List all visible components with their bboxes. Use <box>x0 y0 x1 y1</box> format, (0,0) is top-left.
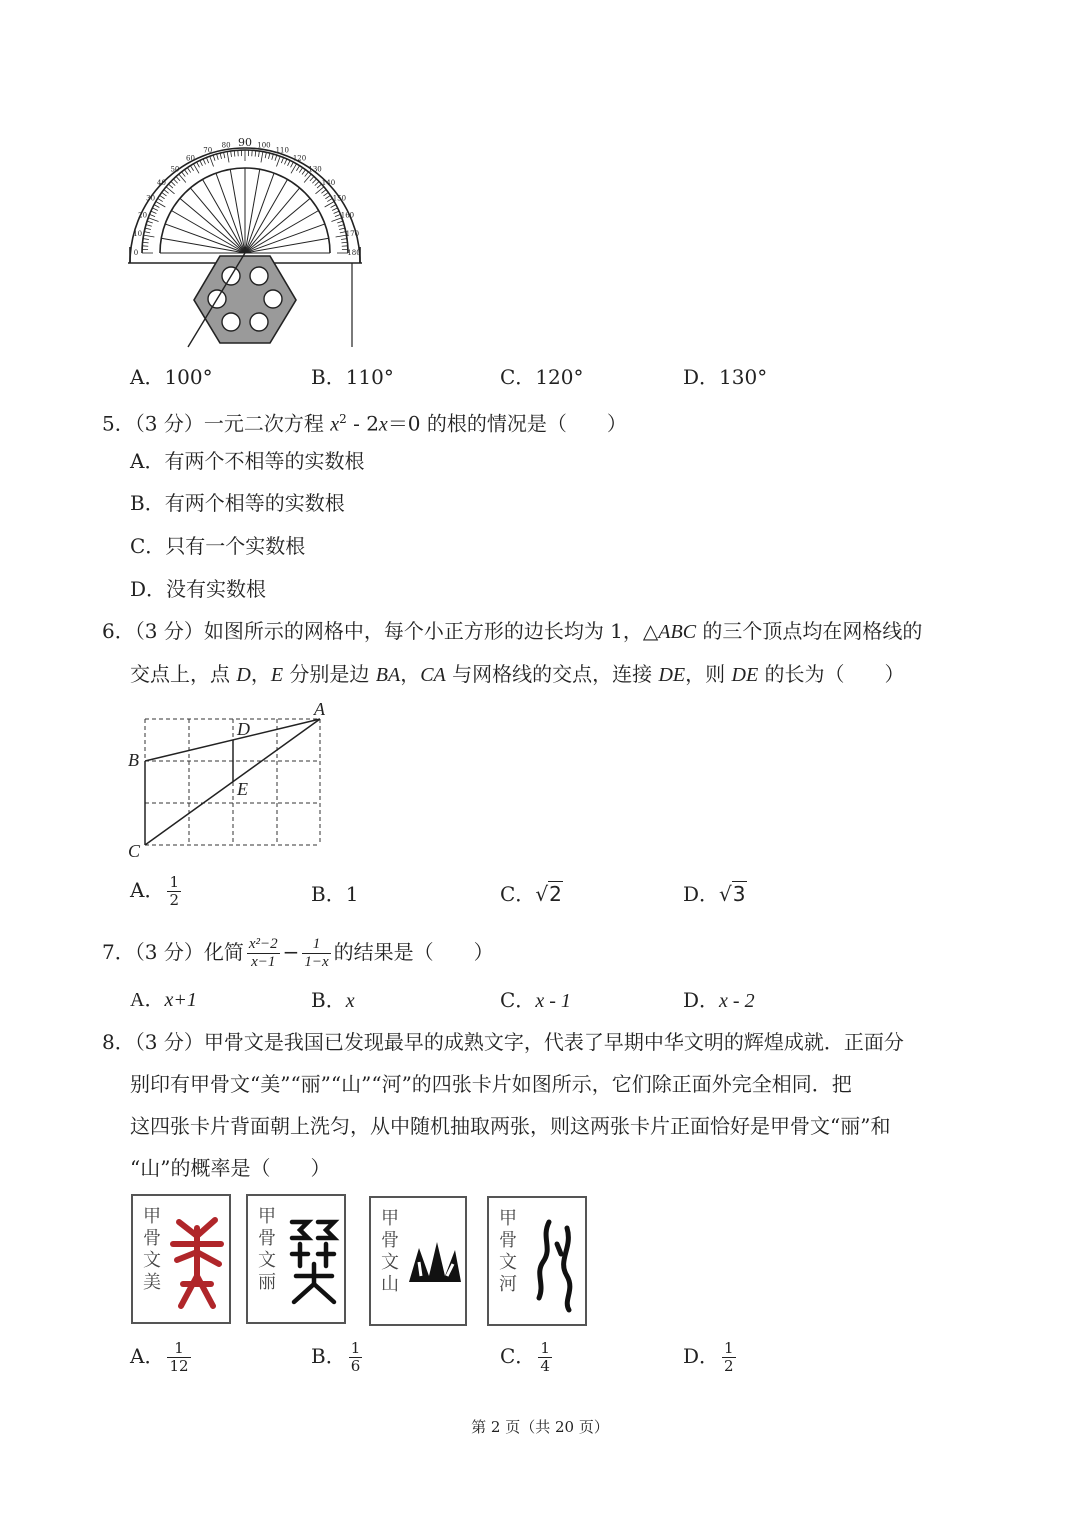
protractor-tick <box>164 190 169 194</box>
vertex-label-c: C <box>128 841 141 861</box>
page-footer: 第 2 页（共 20 页） <box>471 1418 609 1436</box>
card-label: 甲骨文美 <box>143 1206 161 1293</box>
protractor-tick <box>148 218 158 222</box>
protractor-tick <box>220 153 221 159</box>
protractor-tick <box>158 198 163 201</box>
protractor-tick <box>152 208 157 211</box>
protractor-tick <box>224 152 225 158</box>
protractor-tick <box>291 162 294 167</box>
q8-option-d[interactable]: D． $\frac{1}{2}$ <box>683 1339 734 1375</box>
protractor-number: 130 <box>308 165 322 174</box>
q5-option-b[interactable]: B．有两个相等的实数根 <box>130 491 345 515</box>
protractor-number: 140 <box>321 178 336 187</box>
protractor-tick <box>173 179 177 183</box>
q4-option-b[interactable]: B．110° <box>311 365 394 389</box>
protractor-tick <box>176 176 180 180</box>
point-label-e: E <box>237 779 248 799</box>
card-label: 甲骨文丽 <box>258 1206 276 1293</box>
protractor-tick <box>171 181 175 185</box>
protractor-tick <box>154 205 159 208</box>
q6-option-a[interactable]: A． $\frac{1}{2}$ <box>130 873 179 909</box>
protractor-tick <box>168 184 172 188</box>
protractor-number: 150 <box>332 194 347 203</box>
protractor-tick <box>339 228 345 229</box>
protractor-number: 50 <box>170 165 180 174</box>
protractor-tick <box>160 195 165 198</box>
protractor-tick <box>261 152 263 163</box>
q5-stem: 5．（3 分）一元二次方程 $x^2 - 2x=0$ 的根的情况是（ ） <box>102 411 627 436</box>
protractor-figure <box>120 135 370 350</box>
protractor-tick <box>323 192 328 196</box>
protractor-tick <box>331 205 336 208</box>
oracle-glyph-mei <box>169 1214 227 1310</box>
protractor-tick <box>203 159 205 164</box>
protractor-tick <box>265 152 266 158</box>
protractor-number: 20 <box>138 211 148 220</box>
protractor-tick <box>268 153 269 159</box>
protractor-number: 60 <box>186 154 195 163</box>
protractor-tick <box>144 235 155 237</box>
protractor-number: 40 <box>157 178 166 187</box>
protractor-tick <box>145 228 151 229</box>
q8-stem-line4: “山”的概率是（ ） <box>130 1156 331 1180</box>
q6-option-b[interactable]: B．1 <box>311 882 359 906</box>
protractor-tick <box>162 192 167 196</box>
q5-option-c[interactable]: C．只有一个实数根 <box>130 534 306 558</box>
protractor-tick <box>296 166 299 171</box>
protractor-tick <box>258 151 259 157</box>
protractor-tick <box>275 155 277 161</box>
protractor-tick <box>341 242 347 243</box>
protractor-tick <box>150 214 156 216</box>
oracle-glyph-shan <box>405 1238 465 1288</box>
q4-option-d[interactable]: D．130° <box>683 365 768 389</box>
protractor-number: 0 <box>133 249 139 257</box>
protractor-tick <box>200 160 203 165</box>
protractor-number: 30 <box>146 194 156 203</box>
protractor-tick <box>182 172 186 177</box>
protractor-number: 70 <box>203 146 213 155</box>
q6-stem-line1: 6．（3 分）如图所示的网格中，每个小正方形的边长均为 1，△ABC 的三个顶点均在网格线的 <box>102 619 923 643</box>
q7-option-c[interactable]: C．x - 1 <box>500 988 571 1012</box>
q6-option-c[interactable]: C．√2 <box>500 882 562 906</box>
protractor-tick <box>325 195 330 198</box>
protractor-tick <box>144 232 150 233</box>
protractor-tick <box>332 208 337 211</box>
q7-option-b[interactable]: B．x <box>311 988 355 1012</box>
protractor-tick <box>143 242 149 243</box>
q8-option-b[interactable]: B． $\frac{1}{6}$ <box>311 1339 361 1375</box>
protractor-number: 170 <box>345 230 360 239</box>
protractor-tick <box>184 170 188 175</box>
protractor-tick <box>310 176 314 180</box>
oracle-glyph-li <box>286 1214 342 1310</box>
protractor-number: 80 <box>221 141 231 150</box>
protractor-number: 10 <box>133 230 143 239</box>
protractor-tick <box>146 225 152 227</box>
q7-stem: 7．（3 分）化简 $\frac{\text{x²−2}}{x-1}$ − $\frac{1}{1-x}$ 的结果是（ ） <box>102 936 494 970</box>
q8-stem-line3: 这四张卡片背面朝上洗匀，从中随机抽取两张，则这两张卡片正面恰好是甲骨文“丽”和 <box>130 1114 891 1138</box>
protractor-tick <box>190 166 193 171</box>
q6-stem-line2: 交点上，点 D，E 分别是边 BA，CA 与网格线的交点，连接 DE，则 DE 的长为（ ） <box>130 662 905 686</box>
q8-stem-line2: 别印有甲骨文“美”“丽”“山”“河”的四张卡片如图所示，它们除正面外完全相同．把 <box>130 1072 852 1096</box>
oracle-card-shan <box>369 1196 467 1326</box>
vertex-label-a: A <box>314 699 325 719</box>
protractor-tick <box>255 151 256 157</box>
protractor-tick <box>337 221 343 223</box>
protractor-tick <box>284 159 286 164</box>
protractor-tick <box>213 155 215 161</box>
protractor-number: 90 <box>238 136 252 149</box>
protractor-tick <box>227 152 229 163</box>
q4-option-c[interactable]: C．120° <box>500 365 584 389</box>
q8-option-a[interactable]: A． $\frac{1}{12}$ <box>130 1339 189 1375</box>
protractor-tick <box>197 162 200 167</box>
point-label-d: D <box>237 719 250 739</box>
protractor-tick <box>234 151 235 157</box>
q8-option-c[interactable]: C． $\frac{1}{4}$ <box>500 1339 550 1375</box>
protractor-tick <box>302 170 306 175</box>
protractor-tick <box>231 151 232 157</box>
protractor-number: 160 <box>340 211 355 220</box>
q5-option-a[interactable]: A．有两个不相等的实数根 <box>130 449 365 473</box>
protractor-number: 110 <box>275 146 289 155</box>
oracle-card-li <box>246 1194 346 1324</box>
oracle-glyph-he <box>527 1214 583 1314</box>
protractor-tick <box>147 221 153 223</box>
card-label: 甲骨文山 <box>381 1208 399 1295</box>
protractor-tick <box>281 158 283 164</box>
protractor-tick <box>321 190 326 194</box>
protractor-tick <box>335 214 341 216</box>
oracle-card-mei <box>131 1194 231 1324</box>
protractor-tick <box>217 154 219 160</box>
protractor-tick <box>334 211 339 213</box>
q7-option-d[interactable]: D．x - 2 <box>683 988 755 1012</box>
protractor-tick <box>312 179 316 183</box>
protractor-tick <box>210 156 214 166</box>
grid-triangle-figure <box>120 695 340 865</box>
q6-option-d[interactable]: D．√3 <box>683 882 746 906</box>
protractor-tick <box>338 225 344 227</box>
protractor-tick <box>272 154 274 160</box>
protractor-tick <box>327 198 332 201</box>
protractor-number: 120 <box>292 154 307 163</box>
q8-stem-line1: 8．（3 分）甲骨文是我国已发现最早的成熟文字，代表了早期中华文明的辉煌成就．正面分 <box>102 1030 904 1054</box>
protractor-tick <box>276 156 280 166</box>
protractor-tick <box>315 181 319 185</box>
q4-option-a[interactable]: A．100° <box>130 365 213 389</box>
protractor-tick <box>341 239 347 240</box>
q7-option-a[interactable]: A．x+1 <box>130 989 197 1011</box>
card-label: 甲骨文河 <box>499 1208 517 1295</box>
protractor-tick <box>143 239 149 240</box>
protractor-tick <box>288 160 291 165</box>
protractor-tick <box>299 168 302 173</box>
protractor-tick <box>151 211 156 213</box>
protractor-tick <box>187 168 190 173</box>
vertex-label-b: B <box>128 750 139 770</box>
protractor-number: 100 <box>257 141 271 150</box>
oracle-card-he <box>487 1196 587 1326</box>
protractor-number: 180 <box>347 249 361 257</box>
protractor-tick <box>206 158 208 164</box>
q5-option-d[interactable]: D．没有实数根 <box>130 577 267 601</box>
